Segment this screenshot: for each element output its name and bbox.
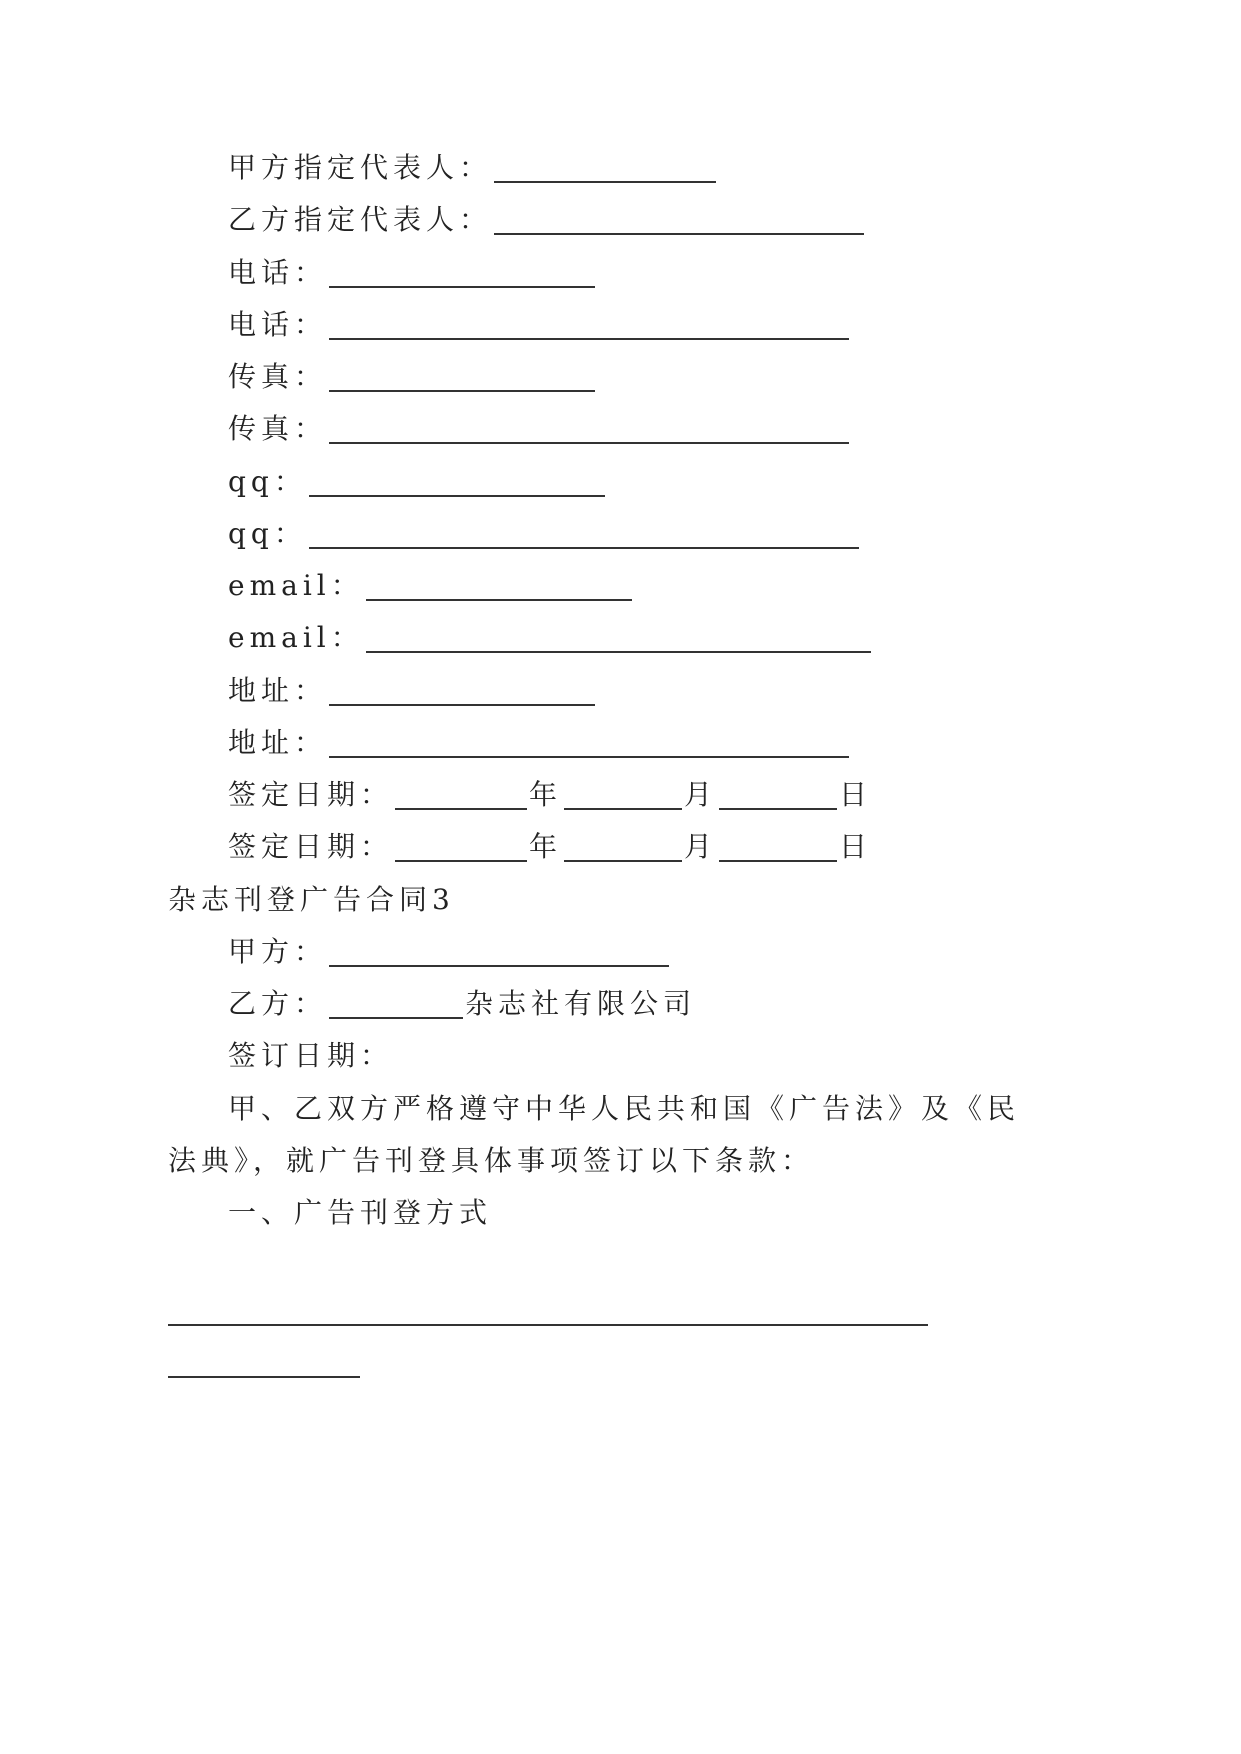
blank-line: [366, 599, 632, 601]
field-label: 地址：: [228, 674, 328, 707]
party-b-field: [228, 984, 696, 1024]
field-label: qq：: [228, 465, 307, 498]
party-a-representative-field: [228, 148, 718, 188]
party-b-phone-field: [228, 305, 851, 345]
blank-line: [329, 442, 849, 444]
party-a-sign-date-field: [228, 775, 872, 815]
party-a-phone-field: [228, 253, 597, 293]
party-b-address-field: [228, 723, 851, 763]
field-label: 签定日期：: [228, 830, 394, 863]
field-label: 甲方：: [228, 935, 328, 968]
blank-line: [719, 808, 837, 810]
blank-line: [366, 651, 871, 653]
field-label: 电话：: [228, 308, 328, 341]
section-heading: 一、广告刊登方式: [228, 1196, 493, 1229]
blank-line: [309, 495, 605, 497]
field-label: 传真：: [228, 360, 328, 393]
blank-line: [168, 1376, 360, 1378]
field-label: 乙方指定代表人：: [228, 203, 493, 236]
blank-line: [494, 181, 716, 183]
blank-line: [309, 547, 859, 549]
paragraph-line: 法典》，就广告刊登具体事项签订以下条款：: [168, 1144, 815, 1177]
blank-line: [395, 860, 527, 862]
party-a-fax-field: [228, 357, 597, 397]
blank-line: [329, 338, 849, 340]
party-b-representative-field: [228, 200, 866, 240]
blank-line: [719, 860, 837, 862]
party-a-email-field: [228, 566, 634, 606]
blank-line: [395, 808, 527, 810]
blank-line: [564, 808, 682, 810]
party-b-email-field: [228, 618, 873, 658]
blank-line: [329, 756, 849, 758]
party-b-qq-field: [228, 514, 861, 554]
blank-line: [494, 233, 864, 235]
party-a-field: [228, 932, 671, 972]
field-label: 传真：: [228, 412, 328, 445]
sign-date-label: 签订日期：: [228, 1039, 394, 1072]
blank-line: [168, 1324, 928, 1326]
party-b-fax-field: [228, 409, 851, 449]
blank-line: [564, 860, 682, 862]
blank-line: [329, 390, 595, 392]
field-label: 电话：: [228, 256, 328, 289]
day-label: 日: [839, 830, 873, 863]
contract-title: 杂志刊登广告合同3: [168, 883, 455, 916]
field-label: 地址：: [228, 726, 328, 759]
field-label: 甲方指定代表人：: [228, 151, 493, 184]
party-a-address-field: [228, 671, 597, 711]
paragraph-line: 甲、乙双方严格遵守中华人民共和国《广告法》及《民: [228, 1092, 1021, 1125]
party-b-sign-date-field: [228, 827, 872, 867]
party-a-qq-field: [228, 462, 607, 502]
year-label: 年: [529, 830, 563, 863]
month-label: 月: [684, 830, 718, 863]
blank-line: [329, 286, 595, 288]
blank-line: [329, 965, 669, 967]
year-label: 年: [529, 778, 563, 811]
month-label: 月: [684, 778, 718, 811]
field-label: email：: [228, 621, 364, 654]
day-label: 日: [839, 778, 873, 811]
field-label: 乙方：: [228, 987, 328, 1020]
blank-line: [329, 1017, 463, 1019]
field-label: qq：: [228, 517, 307, 550]
field-label: email：: [228, 569, 364, 602]
party-b-company-suffix: 杂志社有限公司: [465, 987, 697, 1020]
blank-line: [329, 704, 595, 706]
field-label: 签定日期：: [228, 778, 394, 811]
